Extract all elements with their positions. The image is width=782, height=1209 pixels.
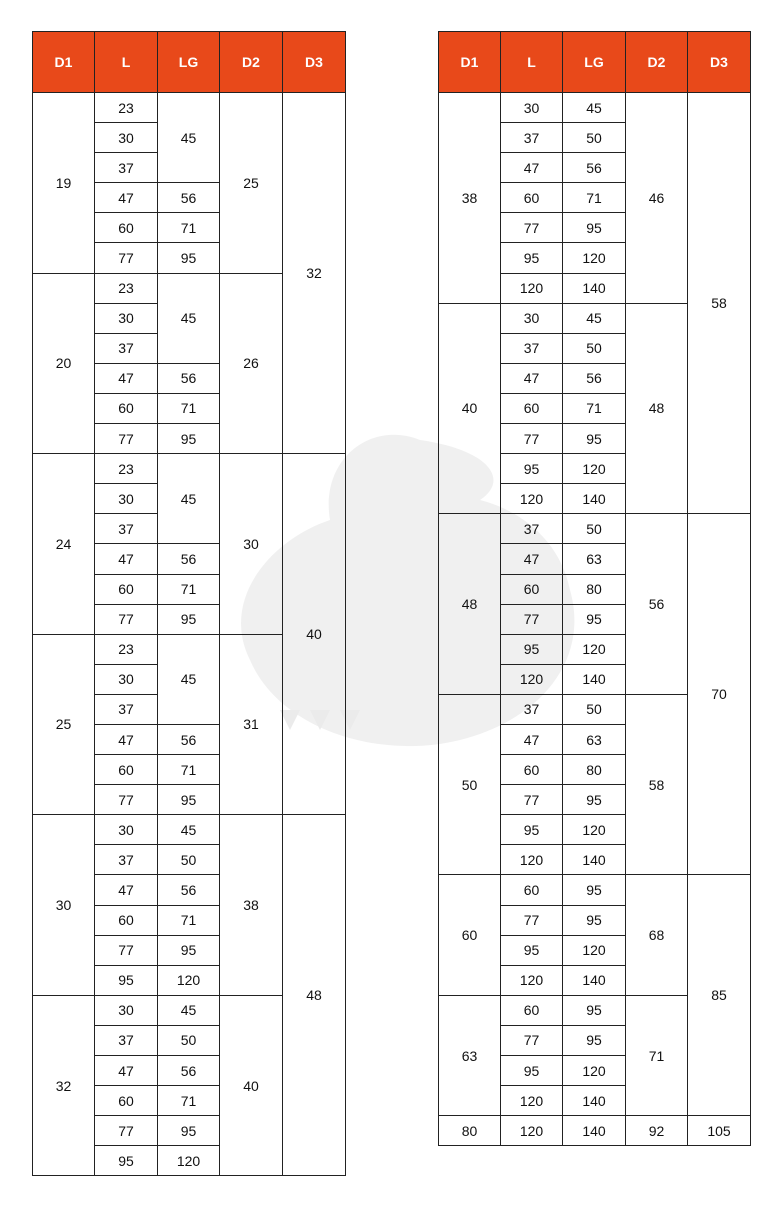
cell-l: 60 — [95, 393, 158, 423]
cell-d2: 25 — [220, 93, 283, 274]
cell-l: 77 — [501, 1025, 563, 1055]
table-row — [33, 815, 346, 845]
cell-d1: 40 — [439, 303, 501, 514]
cell-lg: 56 — [158, 544, 220, 574]
cell-l: 60 — [95, 574, 158, 604]
cell-d3: 70 — [688, 514, 751, 875]
cell-l: 120 — [501, 664, 563, 694]
cell-lg: 95 — [158, 935, 220, 965]
cell-l: 23 — [95, 273, 158, 303]
cell-lg: 63 — [563, 724, 626, 754]
cell-d3: 40 — [283, 454, 346, 815]
col-header-lg: LG — [158, 32, 220, 93]
cell-l: 95 — [501, 1056, 563, 1086]
cell-lg: 56 — [158, 363, 220, 393]
cell-lg: 56 — [158, 1056, 220, 1086]
cell-lg: 71 — [158, 905, 220, 935]
col-header-d3: D3 — [688, 32, 751, 93]
cell-lg: 140 — [563, 1116, 626, 1146]
cell-lg: 50 — [563, 514, 626, 544]
cell-lg: 45 — [158, 454, 220, 544]
col-header-lg: LG — [563, 32, 626, 93]
cell-lg: 95 — [158, 785, 220, 815]
cell-l: 60 — [95, 905, 158, 935]
cell-l: 37 — [95, 694, 158, 724]
cell-l: 60 — [501, 995, 563, 1025]
cell-lg: 45 — [158, 273, 220, 363]
cell-lg: 120 — [563, 1056, 626, 1086]
cell-lg: 95 — [158, 424, 220, 454]
cell-d1: 24 — [33, 454, 95, 635]
header-row — [439, 32, 751, 93]
cell-l: 77 — [95, 424, 158, 454]
cell-lg: 71 — [158, 213, 220, 243]
cell-lg: 50 — [158, 845, 220, 875]
cell-d1: 38 — [439, 93, 501, 304]
cell-d1: 63 — [439, 995, 501, 1115]
cell-lg: 120 — [158, 1146, 220, 1176]
cell-lg: 71 — [158, 393, 220, 423]
cell-lg: 95 — [158, 1116, 220, 1146]
cell-d2: 31 — [220, 634, 283, 815]
cell-lg: 56 — [158, 183, 220, 213]
cell-d1: 32 — [33, 995, 95, 1176]
cell-lg: 56 — [563, 153, 626, 183]
cell-lg: 56 — [158, 724, 220, 754]
cell-l: 60 — [95, 1086, 158, 1116]
cell-l: 120 — [501, 1086, 563, 1116]
cell-l: 30 — [95, 123, 158, 153]
cell-l: 95 — [501, 243, 563, 273]
header-row — [33, 32, 346, 93]
cell-d3: 48 — [283, 815, 346, 1176]
cell-l: 60 — [501, 393, 563, 423]
cell-l: 23 — [95, 634, 158, 664]
cell-d1: 30 — [33, 815, 95, 996]
cell-lg: 45 — [563, 303, 626, 333]
cell-l: 47 — [501, 153, 563, 183]
cell-lg: 56 — [563, 363, 626, 393]
cell-lg: 140 — [563, 965, 626, 995]
cell-lg: 50 — [563, 694, 626, 724]
cell-d2: 26 — [220, 273, 283, 454]
cell-l: 120 — [501, 273, 563, 303]
cell-lg: 80 — [563, 755, 626, 785]
cell-d1: 60 — [439, 875, 501, 995]
cell-d1: 80 — [439, 1116, 501, 1146]
cell-l: 60 — [501, 574, 563, 604]
cell-d2: 58 — [626, 694, 688, 875]
cell-d2: 56 — [626, 514, 688, 695]
cell-lg: 95 — [563, 875, 626, 905]
cell-lg: 45 — [158, 995, 220, 1025]
table-row — [439, 875, 751, 905]
cell-l: 120 — [501, 484, 563, 514]
cell-l: 37 — [501, 123, 563, 153]
cell-l: 23 — [95, 93, 158, 123]
cell-lg: 140 — [563, 845, 626, 875]
cell-lg: 140 — [563, 1086, 626, 1116]
cell-l: 60 — [95, 213, 158, 243]
cell-l: 95 — [501, 815, 563, 845]
left-spec-table — [32, 31, 346, 1176]
cell-d2: 40 — [220, 995, 283, 1176]
cell-d1: 20 — [33, 273, 95, 454]
cell-lg: 71 — [158, 574, 220, 604]
cell-lg: 45 — [158, 93, 220, 183]
cell-lg: 45 — [158, 634, 220, 724]
cell-lg: 71 — [158, 1086, 220, 1116]
col-header-d2: D2 — [220, 32, 283, 93]
cell-l: 120 — [501, 1116, 563, 1146]
cell-lg: 95 — [563, 424, 626, 454]
cell-lg: 71 — [563, 183, 626, 213]
cell-lg: 50 — [158, 1025, 220, 1055]
cell-d3: 58 — [688, 93, 751, 514]
cell-l: 77 — [95, 935, 158, 965]
cell-lg: 120 — [563, 243, 626, 273]
cell-l: 30 — [95, 484, 158, 514]
col-header-d1: D1 — [439, 32, 501, 93]
cell-l: 60 — [501, 755, 563, 785]
cell-l: 47 — [95, 363, 158, 393]
cell-l: 77 — [501, 604, 563, 634]
cell-d2: 48 — [626, 303, 688, 514]
cell-l: 37 — [501, 694, 563, 724]
cell-d1: 19 — [33, 93, 95, 274]
col-header-d3: D3 — [283, 32, 346, 93]
col-header-d2: D2 — [626, 32, 688, 93]
cell-l: 30 — [501, 303, 563, 333]
cell-lg: 56 — [158, 875, 220, 905]
cell-lg: 95 — [563, 995, 626, 1025]
cell-l: 47 — [95, 1056, 158, 1086]
col-header-l: L — [501, 32, 563, 93]
cell-l: 47 — [95, 875, 158, 905]
cell-lg: 120 — [563, 454, 626, 484]
cell-l: 30 — [95, 995, 158, 1025]
cell-l: 47 — [501, 363, 563, 393]
cell-lg: 50 — [563, 123, 626, 153]
table-row — [33, 454, 346, 484]
cell-l: 120 — [501, 965, 563, 995]
cell-l: 95 — [95, 1146, 158, 1176]
cell-l: 37 — [95, 514, 158, 544]
cell-lg: 95 — [563, 213, 626, 243]
cell-l: 60 — [95, 755, 158, 785]
table-row — [439, 514, 751, 544]
cell-d1: 48 — [439, 514, 501, 695]
cell-d2: 30 — [220, 454, 283, 635]
cell-l: 77 — [501, 905, 563, 935]
col-header-l: L — [95, 32, 158, 93]
cell-d2: 92 — [626, 1116, 688, 1146]
cell-lg: 50 — [563, 333, 626, 363]
cell-lg: 120 — [563, 634, 626, 664]
cell-l: 95 — [501, 634, 563, 664]
cell-l: 47 — [95, 183, 158, 213]
cell-d3: 85 — [688, 875, 751, 1116]
cell-lg: 71 — [563, 393, 626, 423]
cell-l: 120 — [501, 845, 563, 875]
cell-l: 95 — [501, 454, 563, 484]
cell-d2: 46 — [626, 93, 688, 304]
cell-d3: 32 — [283, 93, 346, 454]
cell-l: 60 — [501, 183, 563, 213]
cell-d2: 71 — [626, 995, 688, 1115]
cell-lg: 120 — [563, 815, 626, 845]
cell-lg: 140 — [563, 664, 626, 694]
cell-l: 77 — [501, 785, 563, 815]
cell-lg: 120 — [158, 965, 220, 995]
cell-l: 30 — [95, 815, 158, 845]
cell-l: 47 — [501, 544, 563, 574]
cell-l: 47 — [95, 544, 158, 574]
cell-l: 77 — [95, 1116, 158, 1146]
cell-lg: 95 — [563, 905, 626, 935]
cell-l: 47 — [95, 724, 158, 754]
cell-l: 95 — [501, 935, 563, 965]
cell-l: 95 — [95, 965, 158, 995]
cell-d1: 25 — [33, 634, 95, 815]
cell-lg: 95 — [563, 1025, 626, 1055]
cell-lg: 45 — [158, 815, 220, 845]
table-row — [439, 1116, 751, 1146]
cell-lg: 71 — [158, 755, 220, 785]
cell-lg: 45 — [563, 93, 626, 123]
cell-lg: 140 — [563, 484, 626, 514]
cell-l: 23 — [95, 454, 158, 484]
cell-l: 37 — [95, 845, 158, 875]
cell-l: 77 — [95, 243, 158, 273]
cell-l: 77 — [95, 604, 158, 634]
cell-lg: 80 — [563, 574, 626, 604]
cell-lg: 95 — [158, 604, 220, 634]
cell-lg: 63 — [563, 544, 626, 574]
cell-l: 30 — [501, 93, 563, 123]
cell-l: 30 — [95, 303, 158, 333]
table-row — [439, 93, 751, 123]
cell-l: 60 — [501, 875, 563, 905]
cell-lg: 120 — [563, 935, 626, 965]
cell-d2: 38 — [220, 815, 283, 996]
cell-l: 37 — [95, 153, 158, 183]
cell-d3: 105 — [688, 1116, 751, 1146]
cell-l: 77 — [501, 424, 563, 454]
cell-l: 77 — [501, 213, 563, 243]
right-spec-table — [438, 31, 751, 1146]
cell-l: 37 — [95, 333, 158, 363]
cell-d1: 50 — [439, 694, 501, 875]
cell-l: 37 — [95, 1025, 158, 1055]
cell-l: 30 — [95, 664, 158, 694]
cell-l: 37 — [501, 333, 563, 363]
table-row — [33, 93, 346, 123]
cell-lg: 95 — [563, 785, 626, 815]
cell-l: 37 — [501, 514, 563, 544]
cell-lg: 95 — [158, 243, 220, 273]
cell-lg: 140 — [563, 273, 626, 303]
cell-l: 47 — [501, 724, 563, 754]
cell-lg: 95 — [563, 604, 626, 634]
cell-l: 77 — [95, 785, 158, 815]
col-header-d1: D1 — [33, 32, 95, 93]
cell-d2: 68 — [626, 875, 688, 995]
